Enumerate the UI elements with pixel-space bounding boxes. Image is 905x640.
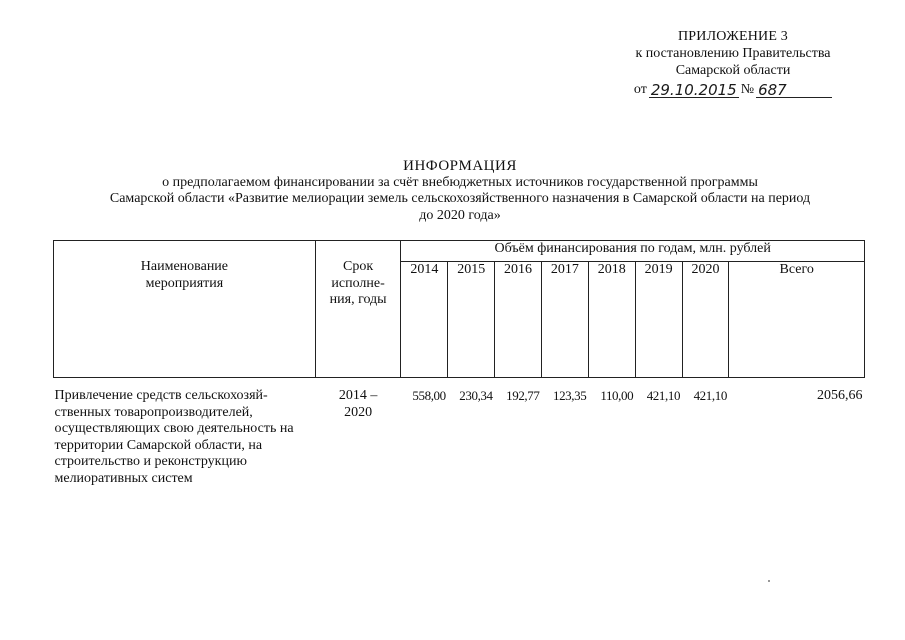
- number-prefix: №: [740, 82, 755, 97]
- heading-line-1: о предполагаемом финансировании за счёт внебюджетных источников государственной программы: [162, 174, 758, 190]
- header-financing-group: Объём финансирования по годам, млн. рублей: [401, 241, 865, 262]
- header-name: [54, 241, 316, 378]
- row-value-2019: 421,10: [646, 388, 681, 403]
- header-year-2019: 2019: [635, 261, 682, 377]
- row-value-2018: 110,00: [600, 388, 634, 403]
- row-value-2017: 123,35: [552, 388, 587, 403]
- annex-title: ПРИЛОЖЕНИЕ 3: [677, 29, 789, 44]
- row-term: [315, 378, 401, 488]
- header-term-label: Срок исполне-ния, годы: [329, 259, 387, 307]
- header-name-label: Наименование мероприятия: [140, 259, 229, 291]
- header-year-2014: 2014: [401, 261, 448, 377]
- scan-speck: [768, 580, 770, 582]
- row-name: Привлечение средств сельскохозяй-ственных товаропроизводителей, осуществляющих свою деятельность на территории Самарской области, на строительство и реконструкцию мелиоративных систем: [54, 388, 294, 486]
- row-value-2016: 192,77: [506, 388, 540, 403]
- header-total: Всего: [729, 261, 865, 377]
- document-heading: [60, 158, 860, 224]
- annex-block: [613, 28, 853, 98]
- heading-line-3: до 2020 года»: [419, 207, 501, 223]
- header-year-2015: 2015: [448, 261, 495, 377]
- header-term: [315, 241, 401, 378]
- financing-table: [53, 240, 865, 487]
- row-value-2014: 558,00: [412, 388, 446, 403]
- heading-title: ИНФОРМАЦИЯ: [403, 158, 517, 174]
- row-total: 2056,66: [817, 388, 863, 403]
- header-year-2020: 2020: [682, 261, 729, 377]
- heading-line-2: Самарской области «Развитие мелиорации земель сельскохозяйственного назначения в Самарской области на период: [109, 191, 811, 206]
- table-row: [54, 378, 865, 488]
- header-year-2016: 2016: [495, 261, 542, 377]
- annex-line-1: к постановлению Правительства: [635, 46, 831, 61]
- handwritten-number: 687: [756, 83, 832, 98]
- header-year-2018: 2018: [588, 261, 635, 377]
- row-value-2015: 230,34: [459, 388, 493, 403]
- annex-date-line: [613, 81, 853, 98]
- date-prefix: от: [633, 82, 647, 97]
- annex-line-2: Самарской области: [675, 63, 791, 78]
- handwritten-date: 29.10.2015: [650, 81, 737, 99]
- row-value-2020: 421,10: [693, 388, 727, 403]
- row-term-value: 2014 – 2020: [338, 388, 378, 420]
- header-year-2017: 2017: [541, 261, 588, 377]
